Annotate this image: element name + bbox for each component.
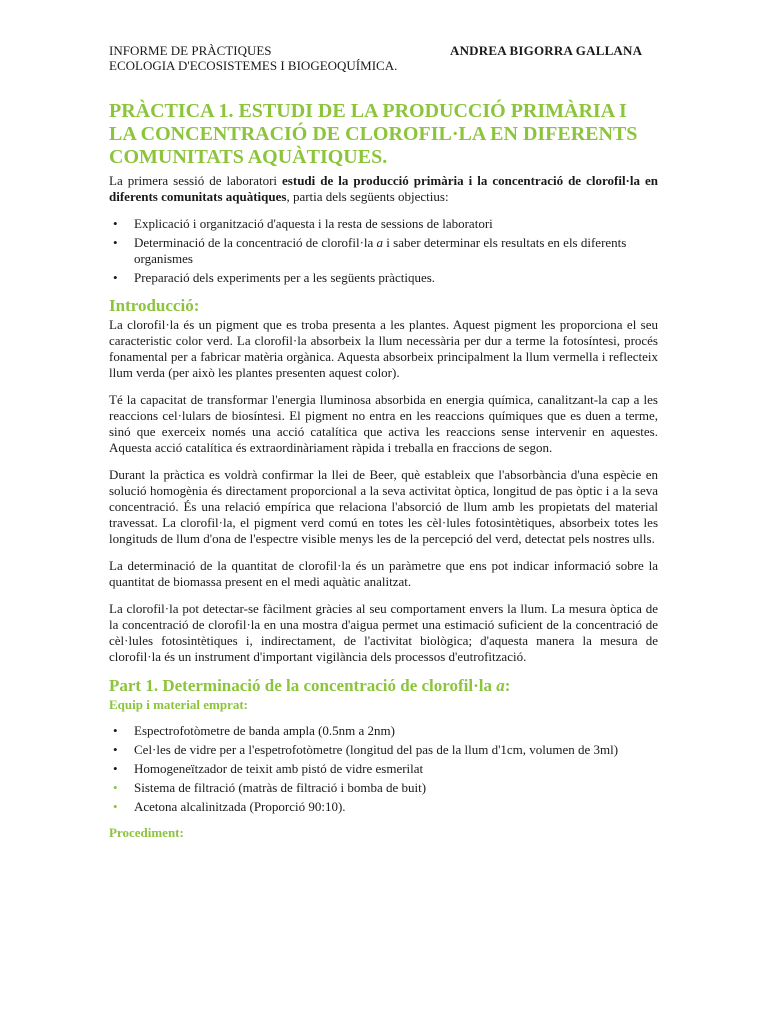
bullet-icon: • xyxy=(113,270,118,285)
objective-text: Preparació dels experiments per a les següents pràctiques. xyxy=(134,270,436,285)
bullet-icon: • xyxy=(113,723,118,738)
bullet-icon: • xyxy=(113,216,118,231)
intro-text-end: , partia dels següents objectius: xyxy=(286,189,449,204)
part1-heading xyxy=(109,676,658,696)
paragraph: Té la capacitat de transformar l'energia lluminosa absorbida en energia química, canalitzant-la cap a les reaccions cel·lulars de biosíntesi. El pigment no entra en les reaccions químiques que es duen a terme, sinó que exerceix només una acció catalítica que activa les reaccions sense intervenir en aquestes. Aquesta acció catalítica és extraordinàriament ràpida i treballa en fraccions de segon. xyxy=(109,392,658,455)
material-text: Espectrofotòmetre de banda ampla (0.5nm a 2nm) xyxy=(134,723,395,738)
introduction-heading: Introducció: xyxy=(109,296,200,315)
intro-text-start: La primera sessió de laboratori xyxy=(109,173,283,188)
paragraph: La clorofil·la pot detectar-se fàcilment gràcies al seu comportament envers la llum. La mesura òptica de la concentració de clorofil·la en una mostra d'aigua permet una estimació suficient de la concentració de cèl·lules fotosintètiques i, indirectament, de l'activitat biològica; d'aquesta manera la mesura de clorofil·la és un instrument d'important vigilància dels processos d'eutrofització. xyxy=(109,601,658,664)
document-body xyxy=(109,100,658,851)
intro-paragraph xyxy=(109,173,658,205)
list-item xyxy=(109,235,658,267)
bullet-icon: • xyxy=(113,761,118,776)
bullet-icon: • xyxy=(113,799,118,814)
list-item xyxy=(109,216,658,232)
header-author: ANDREA BIGORRA GALLANA xyxy=(450,43,643,58)
header-course: ECOLOGIA D'ECOSISTEMES I BIOGEOQUÍMICA. xyxy=(109,58,398,73)
list-item xyxy=(109,780,658,796)
part1-heading-text: Part 1. Determinació de la concentració de clorofil·la xyxy=(109,676,497,695)
material-text: Homogeneïtzador de teixit amb pistó de vidre esmerilat xyxy=(134,761,424,776)
bullet-icon: • xyxy=(113,235,118,250)
paragraph: Durant la pràctica es voldrà confirmar la llei de Beer, què estableix que l'absorbància d'una espècie en solució homogènia és directament proporcional a la seva activitat òptica, longitud de pas òptic i a la seva concentració. És una relació empírica que relaciona l'absorció de llum amb les propietats del material travessat. La clorofil·la, el pigment verd comú en totes les cèl·lules fotosintètiques, absorbeix totes les longituds de llum d'ona de l'espectre visible menys les de la percepció del verd, detectat pels nostres ulls. xyxy=(109,467,658,546)
bullet-icon: • xyxy=(113,780,118,795)
paragraph: La clorofil·la és un pigment que es troba presenta a les plantes. Aquest pigment les proporciona el seu caracteristic color verd. La clorofil·la absorbeix la llum necessària per dur a terme la fotosíntesi, procés fonamental per a fabricar matèria orgànica. Aquesta absorbeix principalment la llum vermella i reflecteix llum verda (per això les plantes presenten aquest color). xyxy=(109,317,658,380)
material-text: Sistema de filtració (matràs de filtració i bomba de buit) xyxy=(134,780,427,795)
equipment-heading: Equip i material emprat: xyxy=(109,697,249,712)
material-text: Acetona alcalinitzada (Proporció 90:10). xyxy=(134,799,346,814)
list-item xyxy=(109,799,658,815)
objective-text-rest: i saber determinar els resultats en els diferents organismes xyxy=(134,235,627,266)
objectives-list xyxy=(109,216,658,286)
part1-heading-end: : xyxy=(504,676,511,695)
list-item xyxy=(109,742,658,758)
list-item xyxy=(109,270,658,286)
objective-text: Determinació de la concentració de clorofil·la xyxy=(134,235,377,250)
header-report-type: INFORME DE PRÀCTIQUES xyxy=(109,43,272,58)
objective-italic: a xyxy=(376,235,384,250)
intro-text-bold: estudi de la producció primària i la concentració de clorofil·la en diferents comunitats aquàtiques xyxy=(109,173,659,204)
paragraph: La determinació de la quantitat de clorofil·la és un paràmetre que ens pot indicar informació sobre la quantitat de biomassa present en el medi aquàtic analitzat. xyxy=(109,558,658,589)
bullet-icon: • xyxy=(113,742,118,757)
objective-text: Explicació i organització d'aquesta i la resta de sessions de laboratori xyxy=(134,216,493,231)
procedure-heading: Procediment: xyxy=(109,825,184,840)
page-title: PRÀCTICA 1. ESTUDI DE LA PRODUCCIÓ PRIMÀRIA I LA CONCENTRACIÓ DE CLOROFIL·LA EN DIFERENTS COMUNITATS AQUÀTIQUES. xyxy=(109,100,638,168)
material-text: Cel·les de vidre per a l'espetrofotòmetre (longitud del pas de la llum d'1cm, volumen de 3ml) xyxy=(134,742,619,757)
materials-list xyxy=(109,723,658,815)
part1-heading-italic: a xyxy=(496,676,505,695)
list-item xyxy=(109,761,658,777)
list-item xyxy=(109,723,658,739)
